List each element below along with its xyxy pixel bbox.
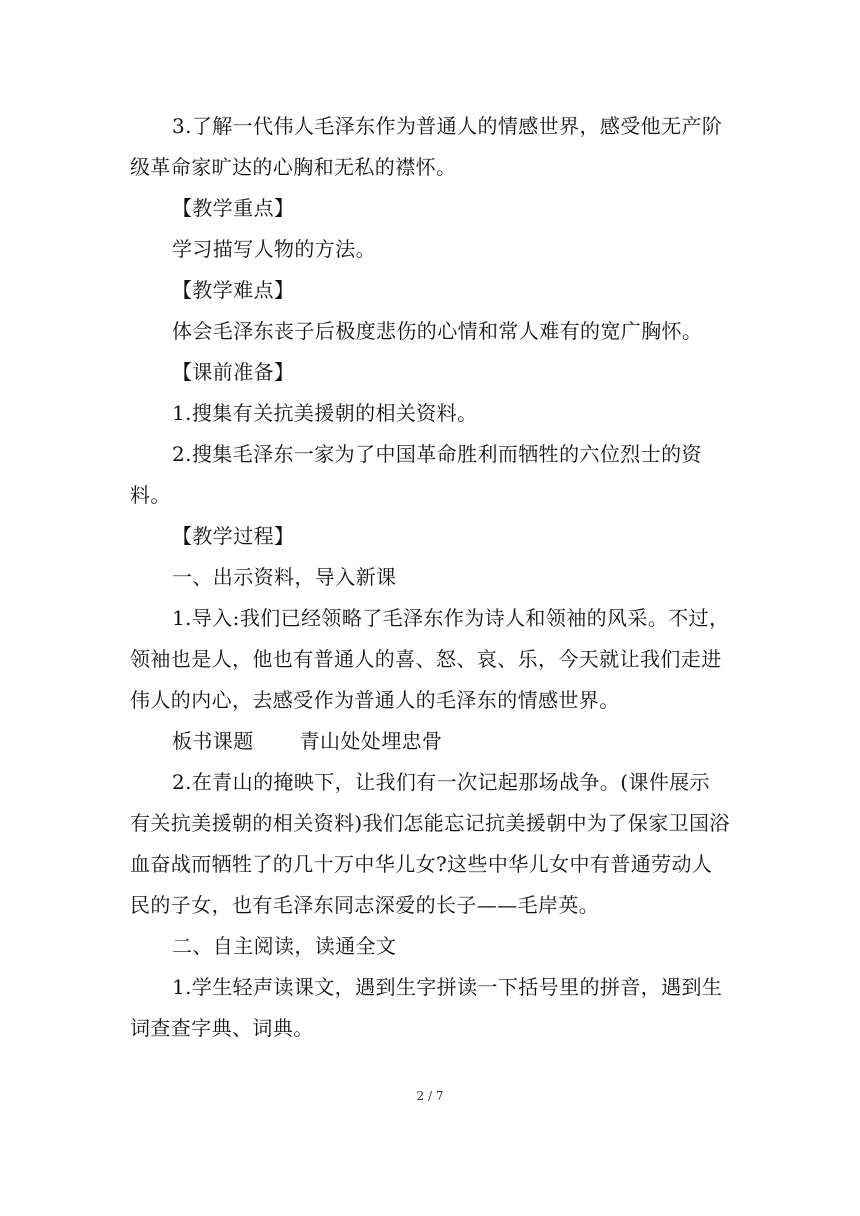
section-2-title: 二、自主阅读，读通全文 [172, 934, 397, 958]
section-2-step-1: 1.学生轻声读课文，遇到生字拼读一下括号里的拼音，遇到生词查查字典、词典。 [130, 975, 723, 1040]
heading-key-points: 【教学重点】 [172, 196, 295, 220]
difficulties-text: 体会毛泽东丧子后极度悲伤的心情和常人难有的宽广胸怀。 [172, 319, 703, 343]
section-1-title: 一、出示资料，导入新课 [172, 565, 397, 589]
heading-preparation: 【课前准备】 [172, 360, 295, 384]
document-body [130, 106, 730, 1049]
key-points-text: 学习描写人物的方法。 [172, 237, 376, 261]
board-title-line [130, 721, 730, 762]
board-title-text: 青山处处埋忠骨 [299, 729, 443, 753]
heading-difficulties: 【教学难点】 [172, 278, 295, 302]
page-number: 2 / 7 [416, 1089, 444, 1103]
board-title-label: 板书课题 [172, 729, 254, 753]
heading-process: 【教学过程】 [172, 524, 295, 548]
section-1-step-2: 2.在青山的掩映下，让我们有一次记起那场战争。(课件展示有关抗美援朝的相关资料)我们怎能忘记抗美援朝中为了保家卫国浴血奋战而牺牲了的几十万中华儿女?这些中华儿女中有普通劳动人民的子女，也有毛泽东同志深爱的长子——毛岸英。 [130, 770, 730, 917]
preparation-item-1: 1.搜集有关抗美援朝的相关资料。 [172, 401, 478, 425]
objective-3: 3.了解一代伟人毛泽东作为普通人的情感世界，感受他无产阶级革命家旷达的心胸和无私的襟怀。 [130, 114, 723, 179]
section-1-step-1: 1.导入:我们已经领略了毛泽东作为诗人和领袖的风采。不过，领袖也是人，他也有普通人的喜、怒、哀、乐，今天就让我们走进伟人的内心，去感受作为普通人的毛泽东的情感世界。 [130, 606, 730, 712]
preparation-item-2: 2.搜集毛泽东一家为了中国革命胜利而牺牲的六位烈士的资料。 [130, 442, 702, 507]
